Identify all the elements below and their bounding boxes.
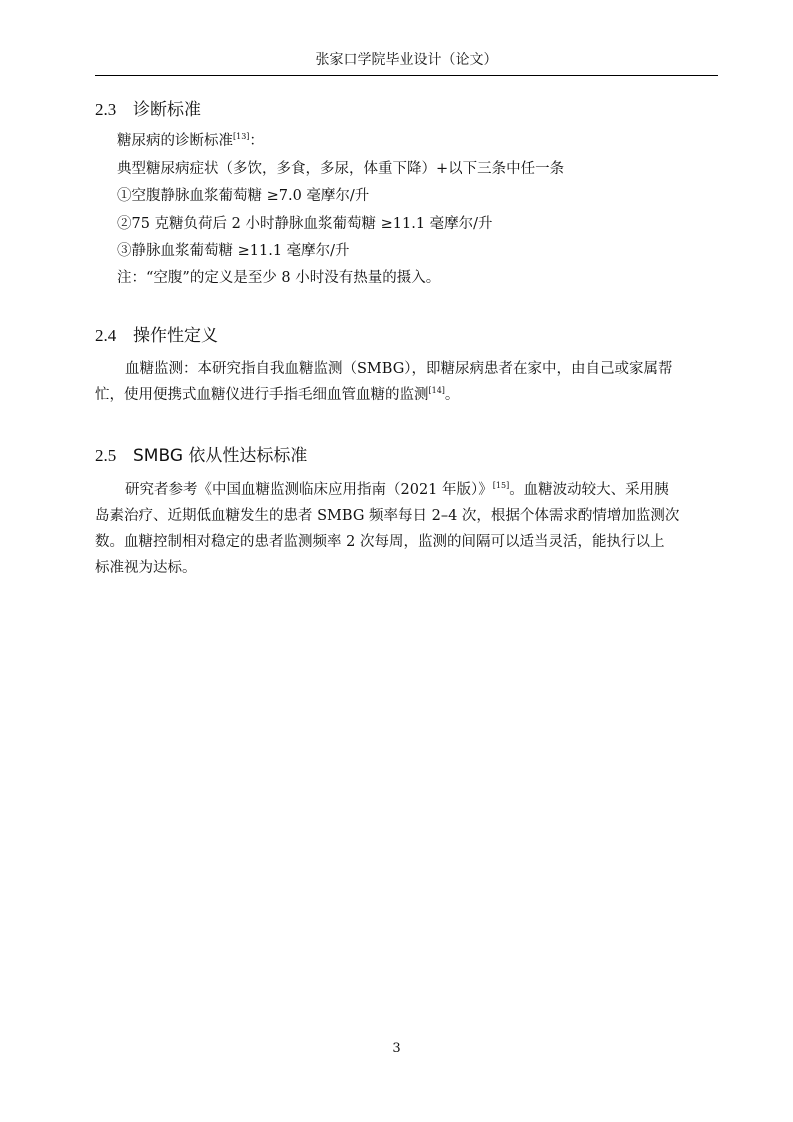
- paragraph: [95, 356, 718, 408]
- paragraph-line: [117, 128, 717, 154]
- section-title: 操作性定义: [133, 326, 218, 346]
- criterion-item: ①空腹静脉血浆葡萄糖 ≥7.0 毫摩尔/升: [117, 188, 370, 204]
- line-text: 忙，使用便携式血糖仪进行手指毛细血管血糖的监测: [95, 387, 429, 403]
- citation-ref: [13]: [233, 132, 250, 142]
- section-number: 2.3: [95, 100, 117, 119]
- citation-ref: [15]: [492, 481, 510, 491]
- header-rule: [95, 75, 718, 76]
- paragraph-line: 血糖监测：本研究指自我血糖监测（SMBG），即糖尿病患者在家中，由自己或家属帮: [125, 361, 673, 377]
- punctuation: ：: [249, 133, 264, 149]
- page-header: 张家口学院毕业设计（论文）: [315, 52, 498, 68]
- citation-ref: [14]: [428, 386, 445, 396]
- criterion-item: ②75 克糖负荷后 2 小时静脉血浆葡萄糖 ≥11.1 毫摩尔/升: [117, 216, 493, 232]
- section-number: 2.4: [95, 326, 117, 345]
- paragraph-line: [95, 477, 718, 503]
- section-heading: [95, 444, 307, 468]
- line-text: 研究者参考《中国血糖监测临床应用指南（2021 年版）》: [125, 482, 493, 498]
- section-title: 诊断标准: [133, 100, 201, 120]
- paragraph-line: [95, 382, 718, 408]
- section-title: SMBG 依从性达标标准: [133, 446, 308, 466]
- paragraph-line: 岛素治疗、近期低血糖发生的患者 SMBG 频率每日 2–4 次，根据个体需求酌情增加监测次: [95, 508, 680, 524]
- line-text: 。血糖波动较大、采用胰: [509, 482, 669, 498]
- section-heading: [95, 98, 201, 122]
- paragraph-line: 数。血糖控制相对稳定的患者监测频率 2 次每周，监测的间隔可以适当灵活，能执行以上: [95, 534, 665, 550]
- criterion-item: ③静脉血浆葡萄糖 ≥11.1 毫摩尔/升: [117, 243, 350, 259]
- punctuation: 。: [444, 387, 460, 403]
- section-heading: [95, 324, 218, 348]
- paragraph: [95, 477, 718, 581]
- note-line: 注：“空腹”的定义是至少 8 小时没有热量的摄入。: [117, 270, 441, 286]
- paragraph-line: 标准视为达标。: [95, 560, 197, 576]
- page-number: 3: [392, 1041, 401, 1056]
- diagnosis-intro: 糖尿病的诊断标准: [117, 133, 233, 149]
- section-number: 2.5: [95, 446, 117, 465]
- paragraph-line: 典型糖尿病症状（多饮，多食，多尿，体重下降）+以下三条中任一条: [117, 161, 565, 177]
